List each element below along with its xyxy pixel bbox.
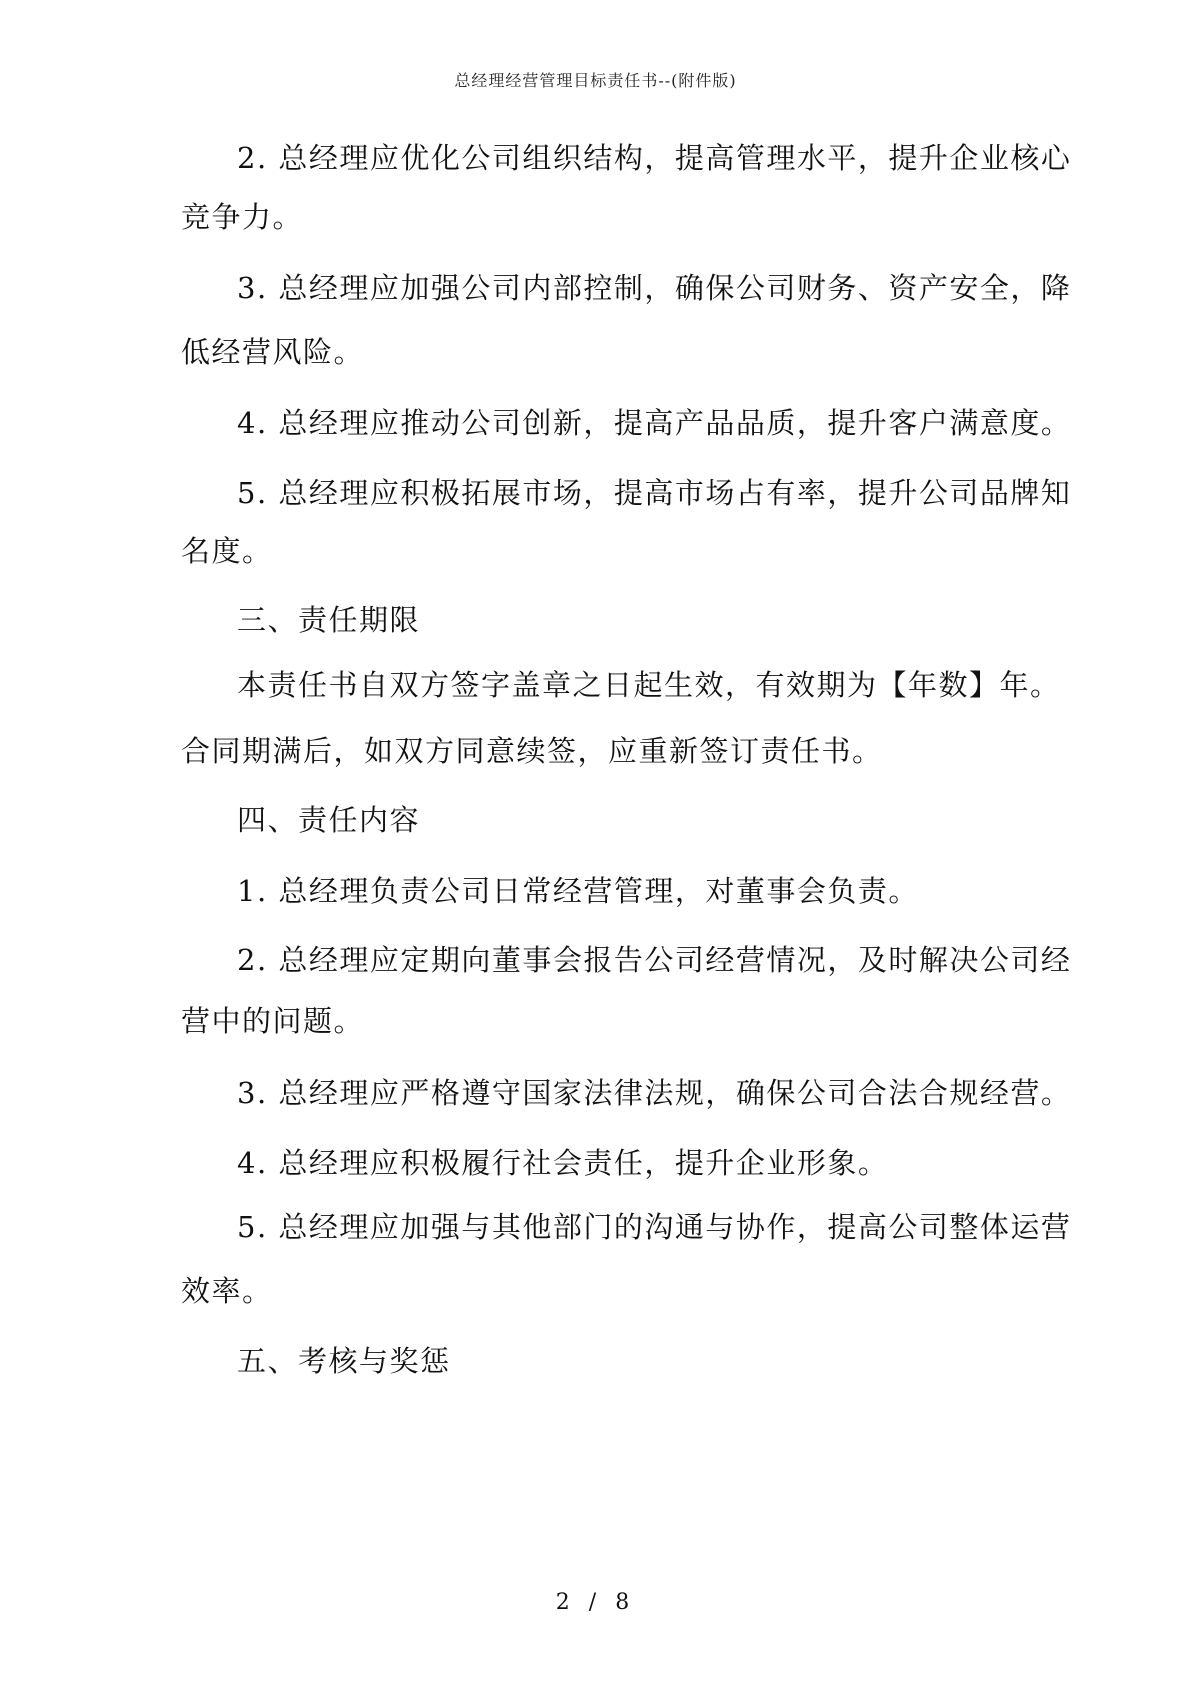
page-number: 2 / 8	[555, 1590, 636, 1615]
paragraph-line: 4. 总经理应积极履行社会责任，提升企业形象。	[237, 1146, 889, 1180]
section-heading: 四、责任内容	[237, 803, 421, 837]
page-header-title: 总经理经营管理目标责任书--(附件版)	[454, 71, 737, 90]
section-heading: 三、责任期限	[237, 603, 421, 637]
section-heading: 五、考核与奖惩	[237, 1344, 451, 1378]
paragraph-line: 2. 总经理应定期向董事会报告公司经营情况，及时解决公司经	[237, 943, 1072, 977]
paragraph-line: 4. 总经理应推动公司创新，提高产品品质，提升客户满意度。	[237, 406, 1072, 440]
paragraph-line: 合同期满后，如双方同意续签，应重新签订责任书。	[181, 734, 883, 768]
paragraph-line: 低经营风险。	[181, 335, 365, 369]
paragraph-line: 效率。	[181, 1274, 273, 1308]
paragraph-line: 3. 总经理应加强公司内部控制，确保公司财务、资产安全，降	[237, 271, 1072, 305]
paragraph-line: 本责任书自双方签字盖章之日起生效，有效期为【年数】年。	[237, 668, 1061, 702]
paragraph-line: 名度。	[181, 534, 273, 568]
paragraph-line: 竞争力。	[181, 200, 304, 234]
paragraph-line: 营中的问题。	[181, 1004, 365, 1038]
paragraph-line: 5. 总经理应积极拓展市场，提高市场占有率，提升公司品牌知	[237, 476, 1072, 510]
paragraph-line: 2. 总经理应优化公司组织结构，提高管理水平，提升企业核心	[237, 141, 1072, 175]
paragraph-line: 3. 总经理应严格遵守国家法律法规，确保公司合法合规经营。	[237, 1076, 1072, 1110]
paragraph-line: 1. 总经理负责公司日常经营管理，对董事会负责。	[237, 874, 919, 908]
paragraph-line: 5. 总经理应加强与其他部门的沟通与协作，提高公司整体运营	[237, 1210, 1072, 1244]
